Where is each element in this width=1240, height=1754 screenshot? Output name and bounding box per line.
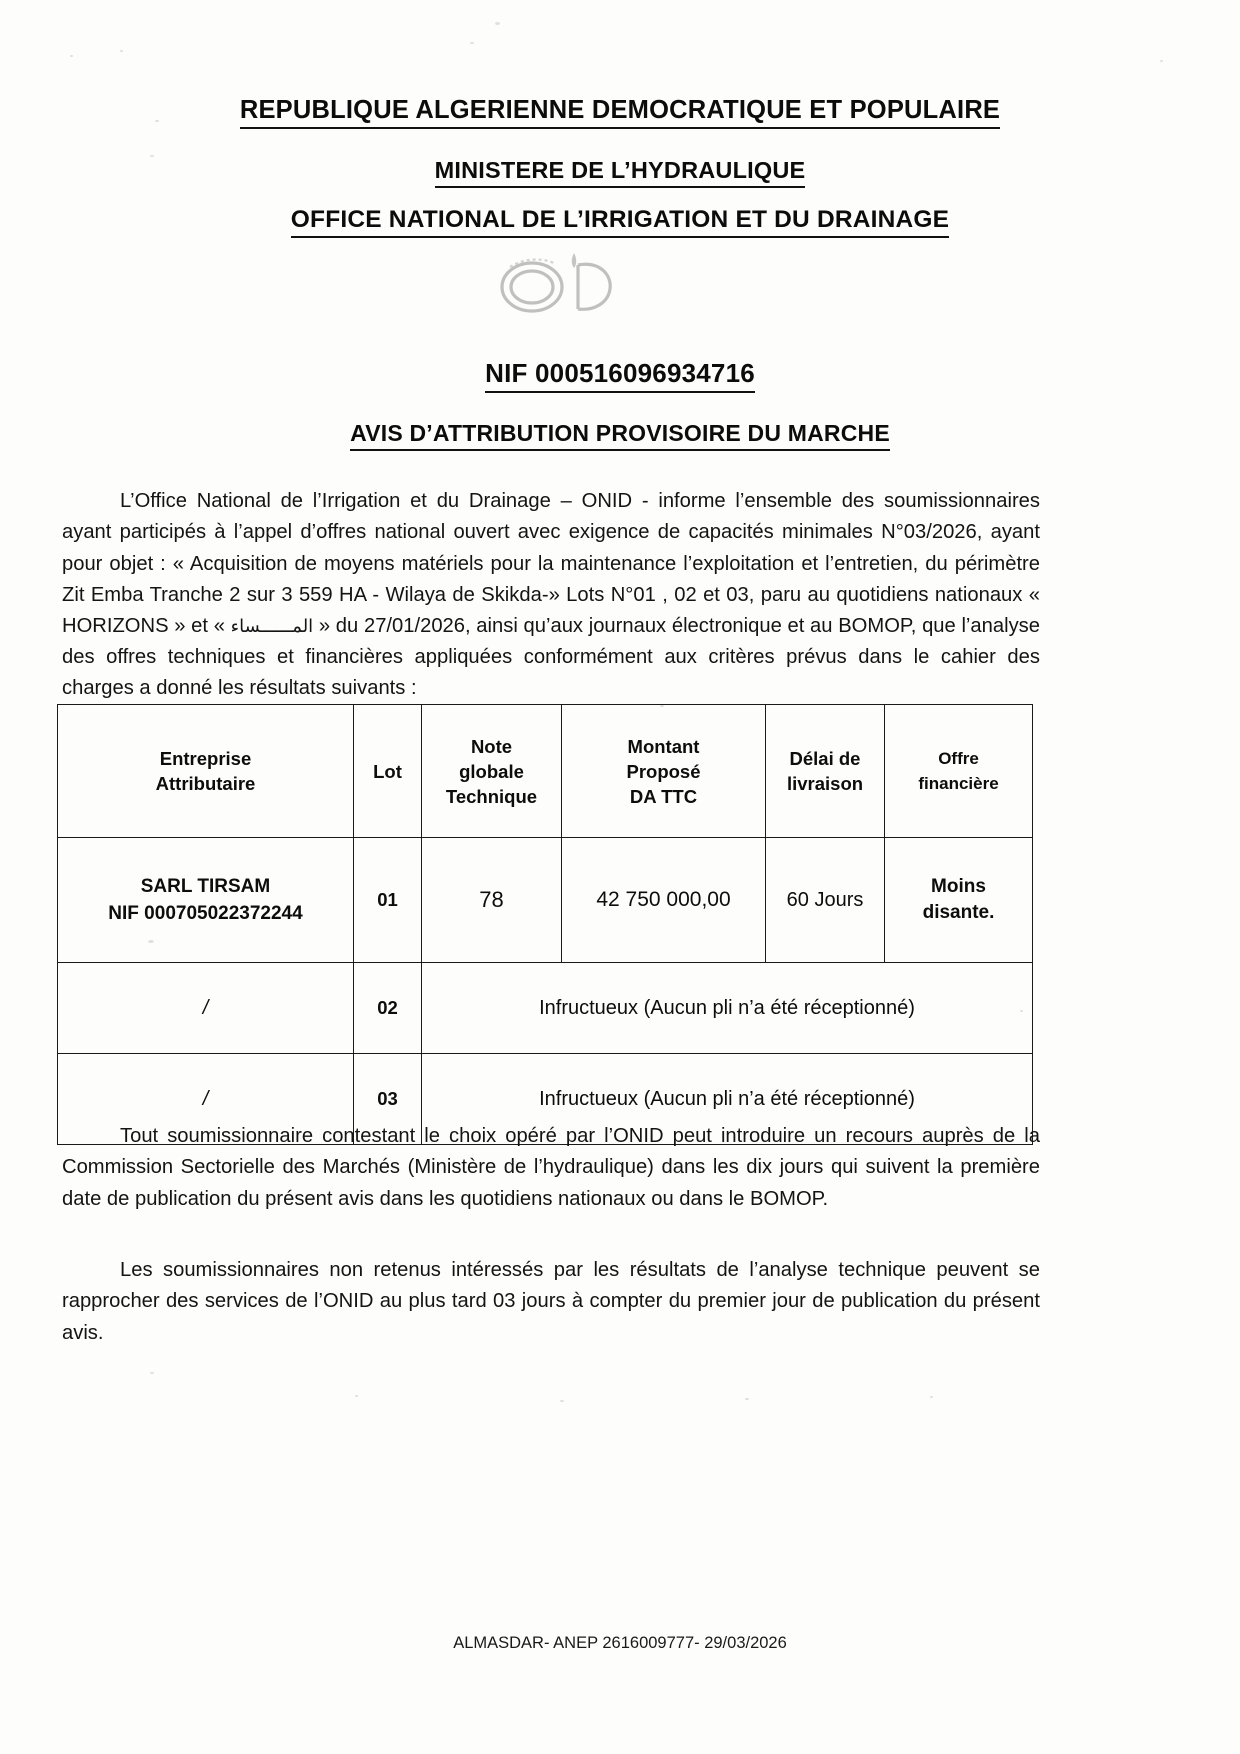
cell-financial-offer [885,838,1033,963]
results-table-head [58,705,1033,838]
paragraph-unselected-bidders [62,1255,1040,1349]
results-table-body [58,838,1033,1145]
cell-delivery-delay: 60 Jours [766,838,885,963]
paragraph-intro-arabic-newspaper: المــــــساء [230,616,314,637]
column-header-note-line1: Note [470,735,513,757]
heading-nif [0,358,1240,393]
cell-firm-name: SARL TIRSAM [140,876,271,897]
footer-anep-reference: ALMASDAR- ANEP 2616009777- 29/03/2026 [453,1634,787,1652]
heading-republic [0,96,1240,129]
cell-result-unsuccessful: Infructueux (Aucun pli n’a été réceptionné) [422,963,1033,1054]
column-header-firm-line2: Attributaire [155,773,256,794]
paragraph-appeal-text: Tout soumissionnaire contestant le choix opéré par l’ONID peut introduire un recours auprès de la Commission Sectorielle des Marchés (Ministère de l’hydraulique) dans les dix jours qui suivent la première date de publication du présent avis dans les quotidiens nationaux ou dans le BOMOP. [62,1125,1040,1210]
table-row [58,963,1033,1054]
paragraph-intro [62,486,1040,704]
cell-offer-line1: Moins [931,876,986,897]
heading-ministry [0,157,1240,188]
paragraph-intro-part1: L’Office National de l’Irrigation et du Drainage – ONID - informe l’ensemble des soumissionnaires ayant participés à l’appel d’offres national ouvert avec exigence de capacités minimales N°03/2026, ayant pour objet : « Acquisition de moyens matériels pour la maintenance l’exploitation et l’entretien, du périmètre Zit Emba Tranche 2 sur 3 559 HA - Wilaya de Skikda-» Lots N°01 , 02 et 03, paru au quotidiens nationaux « HORIZONS » et « [62,490,1040,637]
cell-lot: 03 [354,1054,422,1145]
cell-firm: / [58,963,354,1054]
column-header-delivery-delay [766,705,885,838]
cell-firm [58,838,354,963]
column-header-amount-line1: Montant [627,735,700,757]
results-table [57,704,1033,1145]
column-header-offer-line2: financière [918,774,999,793]
paragraph-appeal [62,1121,1040,1215]
cell-result-unsuccessful: Infructueux (Aucun pli n’a été réceptionné) [422,1054,1033,1145]
heading-office [0,206,1240,238]
heading-notice-title [0,420,1240,451]
cell-firm-nif: NIF 000705022372244 [108,903,303,924]
heading-office-text: OFFICE NATIONAL DE L’IRRIGATION ET DU DRAINAGE [291,206,949,238]
column-header-technical-score [422,705,562,838]
column-header-firm-line1: Entreprise [159,748,252,769]
onid-logo-icon [470,243,670,315]
paragraph-intro-part2: » du 27/01/2026, ainsi qu’aux journaux électronique et au BOMOP, que l’analyse des offres techniques et financières appliquées conformément aux critères prévus dans le cahier des charges a donné les résultats suivants : [62,615,1040,700]
cell-firm: / [58,1054,354,1145]
column-header-note-line3: Technique [445,785,538,807]
heading-ministry-text: MINISTERE DE L’HYDRAULIQUE [435,157,806,188]
paragraph-unselected-bidders-text: Les soumissionnaires non retenus intéressés par les résultats de l’analyse technique peuvent se rapprocher des services de l’ONID au plus tard 03 jours à compter du premier jour de publication du présent avis. [62,1259,1040,1344]
column-header-amount-line2: Proposé [626,760,701,782]
heading-republic-text: REPUBLIQUE ALGERIENNE DEMOCRATIQUE ET POPULAIRE [240,96,1000,129]
column-header-note-line2: globale [459,760,524,782]
cell-amount: 42 750 000,00 [562,838,766,963]
column-header-firm [58,705,354,838]
column-header-financial-offer [885,705,1033,838]
table-header-row [58,705,1033,838]
cell-technical-score: 78 [422,838,562,963]
cell-lot: 02 [354,963,422,1054]
column-header-lot: Lot [354,705,422,838]
column-header-amount-line3: DA TTC [629,785,698,807]
cell-lot: 01 [354,838,422,963]
table-row [58,838,1033,963]
cell-offer-line2: disante. [922,902,995,923]
column-header-delay-line1: Délai de [789,748,861,769]
column-header-delay-line2: livraison [786,773,864,794]
heading-nif-text: NIF 000516096934716 [485,358,755,393]
results-table-wrapper [57,704,1032,1145]
column-header-amount [562,705,766,838]
heading-notice-title-text: AVIS D’ATTRIBUTION PROVISOIRE DU MARCHE [350,420,890,451]
column-header-offer-line1: Offre [938,749,979,768]
